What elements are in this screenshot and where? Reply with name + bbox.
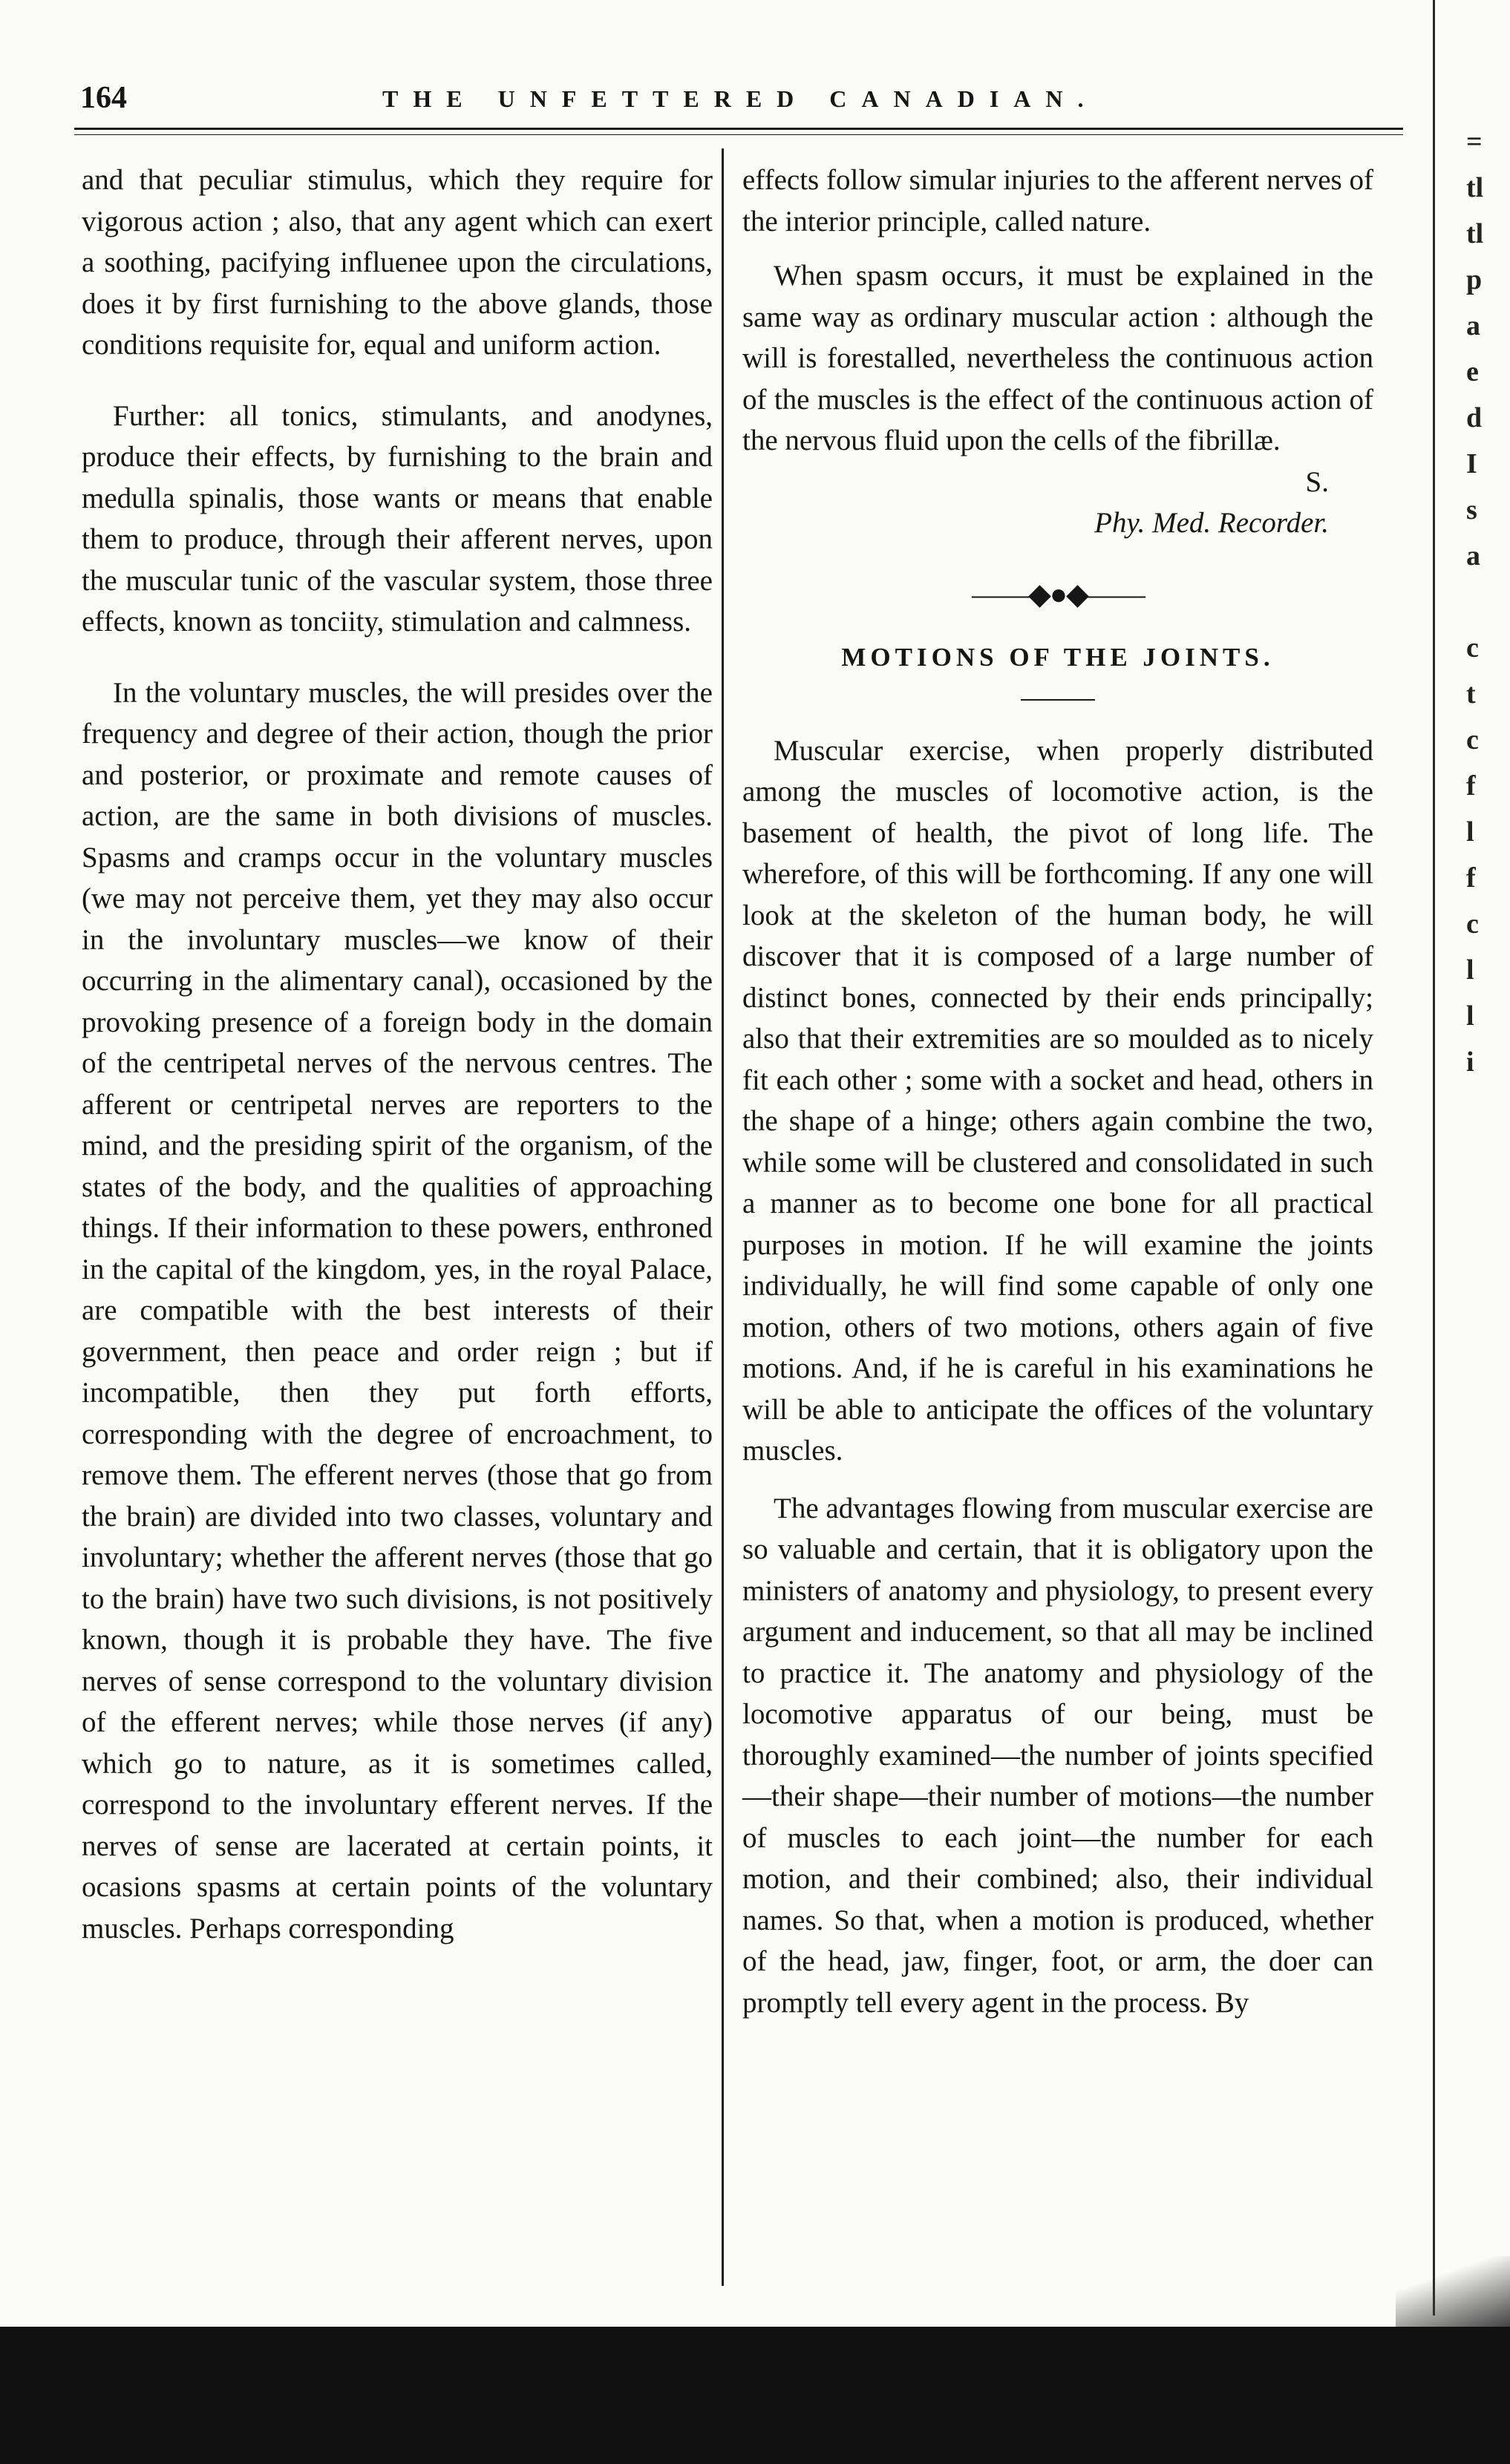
margin-fragment: c [1466,724,1479,756]
margin-fragment: f [1466,862,1476,894]
margin-fragment: d [1466,402,1483,433]
running-head: THE UNFETTERED CANADIAN. [382,85,1099,112]
paragraph: The advantages flowing from muscular exercise are so valuable and certain, that it is obligatory upon the ministers of anatomy and physiology, to present every argument and inducement, so that all may be inclined to practice it. The anatomy and physiology of the locomotive apparatus of our being, must be thoroughly examined—the number of joints specified—their shape—their number of motions—the number of muscles to each joint—the number for each motion, and their combined; also, their individual names. So that, when a motion is produced, whether of the head, jaw, finger, foot, or arm, the doer can promptly tell every agent in the process. By [742,1492,1373,2019]
margin-fragment: s [1466,494,1477,525]
paragraph: and that peculiar stimulus, which they require for vigorous action ; also, that any agent which can exert a soothing, pacifying influenee upon the circulations, does it by first furnishing to the above glands, those conditions requisite for, equal and uniform action. [82,164,713,361]
paragraph: Muscular exercise, when properly distributed among the muscles of locomotive action, is the basement of health, the pivot of long life. The wherefore, of this will be forthcoming. If any one will look at the skeleton of the human body, he will discover that it is composed of a large number of distinct bones, connected by their ends principally; also that their extremities are so moulded as to nicely fit each other ; some with a socket and head, others in the shape of a hinge; others again combine the two, while some will be clustered and consolidated in such a manner as to become one bone for all practical purposes in motion. If he will examine the joints individually, he will find some capable of only one motion, others of two motions, others again of five motions. And, if he is careful in his examinations he will be able to anticipate the offices of the voluntary muscles. [742,734,1373,1467]
margin-fragment: tl [1466,172,1484,203]
page-number: 164 [80,81,127,115]
facing-page-margin [1466,119,1483,1085]
margin-fragment: t [1466,678,1476,710]
page-fold-shadow [1396,2256,1510,2330]
paragraph: When spasm occurs, it must be explained in the same way as ordinary muscular action : although the will is forestalled, nevertheless the continuous action of the muscles is the effect of the continuous action of the nervous fluid upon the cells of the fibrillæ. [742,260,1373,456]
signature-row [742,462,1373,503]
margin-fragment: p [1466,264,1483,295]
signature: S. [1305,465,1329,498]
margin-fragment: tl [1466,218,1484,249]
paragraph: In the voluntary muscles, the will presides over the frequency and degree of their action, though the prior and posterior, or proximate and remote causes of action, are the same in both divisions of muscles. Spasms and cramps occur in the voluntary muscles (we may not perceive them, yet they may also occur in the involuntary muscles—we know of their occurring in the alimentary canal), occasioned by the provoking presence of a foreign body in the domain of the centripetal nerves of the nervous centres. The afferent or centripetal nerves are reporters to the mind, and the presiding spirit of the organism, of the states of the body, and the qualities of approaching things. If their information to these powers, enthroned in the capital of the kingdom, yes, in the royal Palace, are compatible with the best interests of their government, then peace and order reign ; but if incompatible, then they put forth efforts, corresponding with the degree of encroachment, to remove them. The efferent nerves (those that go from the brain) are divided into two classes, voluntary and involuntary; whether the afferent nerves (those that go to the brain) have two such divisions, is not positively known, though it is probable they have. The five nerves of sense correspond to the voluntary division of the efferent nerves; while those nerves (if any) which go to nature, as it is sometimes called, correspond to the involuntary efferent nerves. If the nerves of sense are lacerated at certain points, it ocasions spasms at certain points of the voluntary muscles. Perhaps corresponding [82,676,713,1944]
margin-fragment: a [1466,310,1480,341]
column-divider [722,148,724,2286]
margin-fragment: = [1466,126,1483,157]
margin-fragment: a [1466,540,1480,571]
margin-fragment [1466,579,1483,625]
left-column [82,160,713,1949]
paragraph: effects follow simular injuries to the afferent nerves of the interior principle, called nature. [742,164,1373,237]
header-rule-thin [74,134,1403,135]
heading-rule [1021,699,1095,701]
paragraph: Further: all tonics, stimulants, and anodynes, produce their effects, by furnishing to the brain and medulla spinalis, those wants or means that enable them to produce, through their afferent nerves, upon the muscular tunic of the vascular system, those three effects, known as tonciity, stimulation and calmness. [82,399,713,638]
right-column [742,160,1373,2023]
margin-fragment: c [1466,908,1479,940]
margin-fragment: c [1466,632,1479,663]
margin-fragment: l [1466,1000,1474,1032]
margin-fragment: l [1466,816,1474,848]
margin-fragment: I [1466,448,1477,479]
section-heading: MOTIONS OF THE JOINTS. [841,643,1275,672]
margin-fragment: l [1466,954,1474,986]
attribution: Phy. Med. Recorder. [1094,507,1329,539]
header-rule [74,128,1403,130]
margin-fragment: f [1466,770,1476,802]
scan-bottom-border [0,2327,1510,2464]
margin-fragment: e [1466,356,1479,387]
page-edge [1433,0,1435,2316]
ornament-divider: ——◆●◆—— [972,577,1144,611]
margin-fragment: i [1466,1046,1474,1078]
